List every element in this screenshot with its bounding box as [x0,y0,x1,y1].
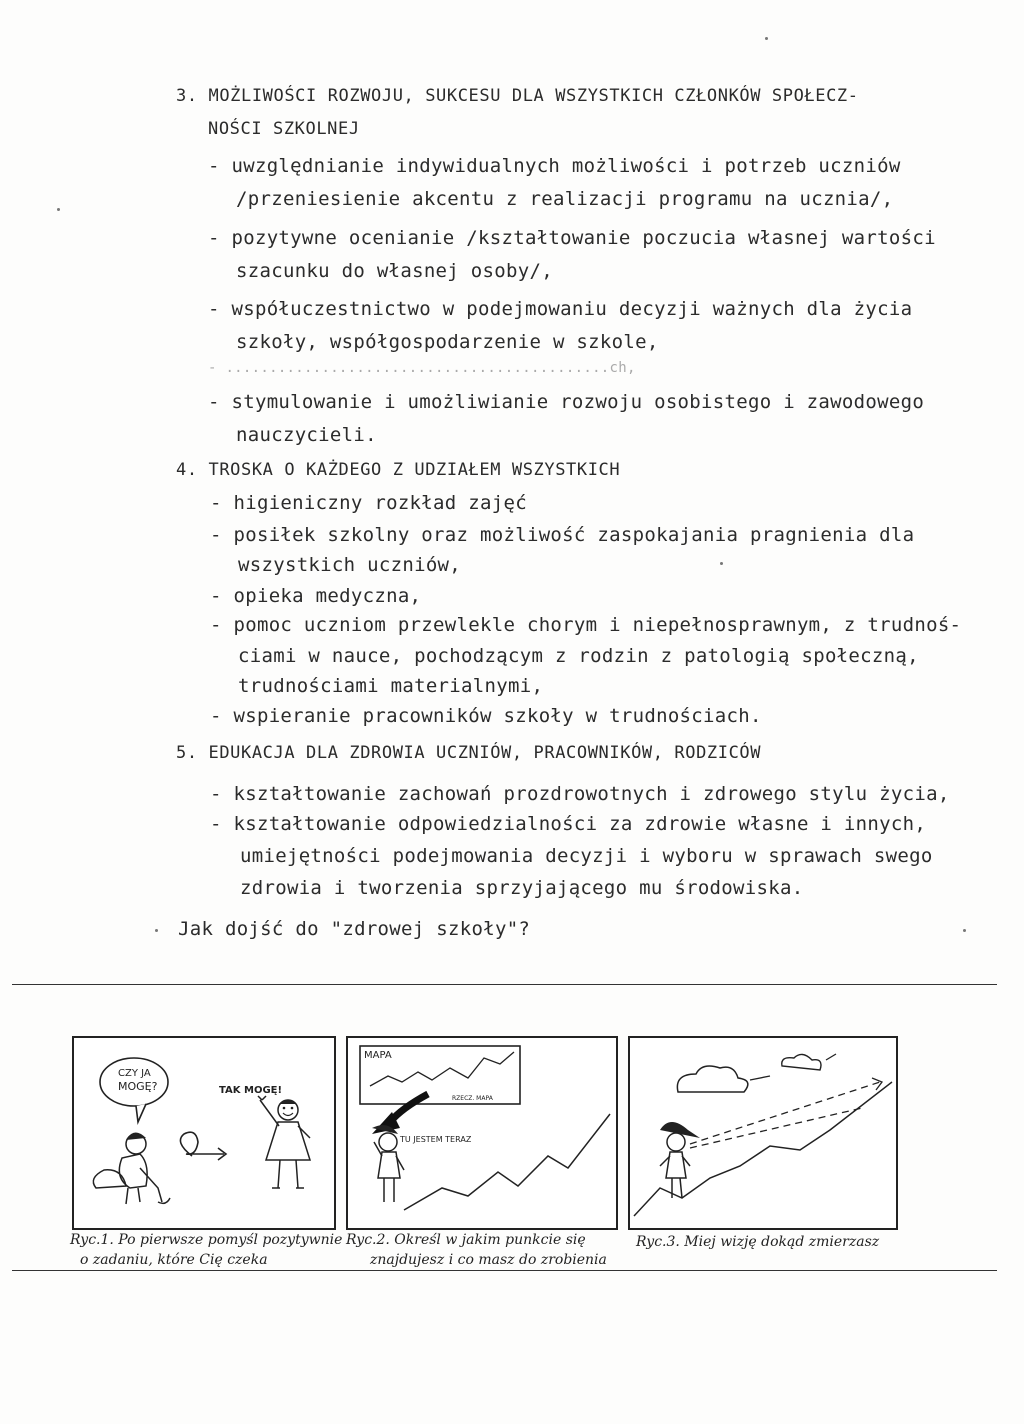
section-5-item-2-line-1: - kształtowanie odpowiedzialności za zdrowie własne i innych, [210,813,927,835]
divider-top [12,984,997,985]
comic-panel-1-drawing [74,1038,334,1228]
section-5-item-2-line-2: umiejętności podejmowania decyzji i wyboru w sprawach swego [240,845,933,867]
comic-panel-2-drawing [348,1038,616,1228]
bubble-text-line-1: CZY JA [118,1068,151,1079]
you-are-here-text: TU JESTEM TERAZ [400,1135,472,1144]
section-4-heading: 4. TROSKA O KAŻDEGO Z UDZIAŁEM WSZYSTKICH [176,460,621,480]
scan-speck [765,37,768,40]
section-3-heading-line-2: NOŚCI SZKOLNEJ [208,119,360,139]
section-5-heading: 5. EDUKACJA DLA ZDROWIA UCZNIÓW, PRACOWNIKÓW, RODZICÓW [176,743,762,763]
section-3-item-3-line-1: - współuczestnictwo w podejmowaniu decyzji ważnych dla życia [208,298,913,320]
section-4-item-3: - opieka medyczna, [210,585,422,607]
section-3-heading-line-1: 3. MOŻLIWOŚCI ROZWOJU, SUKCESU DLA WSZYSTKICH CZŁONKÓW SPOŁECZ- [176,86,859,106]
scan-speck [963,929,966,932]
section-4-item-4-line-3: trudnościami materialnymi, [238,675,544,697]
section-3-item-4-faded: - ............................................ch, [208,360,636,376]
section-3-item-5-line-1: - stymulowanie i umożliwianie rozwoju osobistego i zawodowego [208,391,925,413]
section-4-item-5: - wspieranie pracowników szkoły w trudnościach. [210,705,762,727]
section-3-item-5-line-2: nauczycieli. [236,424,377,446]
section-3-item-1-line-2: /przeniesienie akcentu z realizacji programu na ucznia/, [236,188,894,210]
comic-panel-1 [72,1036,336,1230]
section-3-item-3-line-2: szkoły, współgospodarzenie w szkole, [236,331,659,353]
comic-panel-2 [346,1036,618,1230]
map-label: MAPA [364,1050,392,1061]
section-4-item-4-line-1: - pomoc uczniom przewlekle chorym i niepełnosprawnym, z trudnoś- [210,614,962,636]
section-5-item-1: - kształtowanie zachowań prozdrowotnych i zdrowego stylu życia, [210,783,950,805]
section-3-item-2-line-2: szacunku do własnej osoby/, [236,260,553,282]
caption-1-line-2: o zadaniu, które Cię czeka [80,1252,268,1268]
caption-1-line-1: Ryc.1. Po pierwsze pomyśl pozytywnie [70,1232,343,1248]
comic-panel-3 [628,1036,898,1230]
caption-3-line-1: Ryc.3. Miej wizję dokąd zmierzasz [636,1234,880,1250]
caption-2-line-2: znajdujesz i co masz do zrobienia [370,1252,607,1268]
reply-text: TAK MOGĘ! [219,1085,283,1096]
scan-speck [57,208,60,211]
section-4-item-1: - higieniczny rozkład zajęć [210,492,527,514]
section-3-item-1-line-1: - uwzględnianie indywidualnych możliwości i potrzeb uczniów [208,155,901,177]
divider-bottom [12,1270,997,1271]
section-3-item-2-line-1: - pozytywne ocenianie /kształtowanie poczucia własnej wartości [208,227,936,249]
section-4-item-2-line-1: - posiłek szkolny oraz możliwość zaspokajania pragnienia dla [210,524,915,546]
section-4-item-4-line-2: ciami w nauce, pochodzącym z rodzin z patologią społeczną, [238,645,919,667]
caption-2-line-1: Ryc.2. Określ w jakim punkcie się [346,1232,586,1248]
closing-question: Jak dojść do "zdrowej szkoły"? [178,918,531,940]
map-sublabel: RZECZ. MAPA [452,1095,493,1102]
scan-speck [720,562,723,565]
comic-panel-3-drawing [630,1038,896,1228]
section-4-item-2-line-2: wszystkich uczniów, [238,554,462,576]
section-5-item-2-line-3: zdrowia i tworzenia sprzyjającego mu środowiska. [240,877,804,899]
bubble-text-line-2: MOGĘ? [118,1080,158,1093]
scan-speck [155,929,158,932]
